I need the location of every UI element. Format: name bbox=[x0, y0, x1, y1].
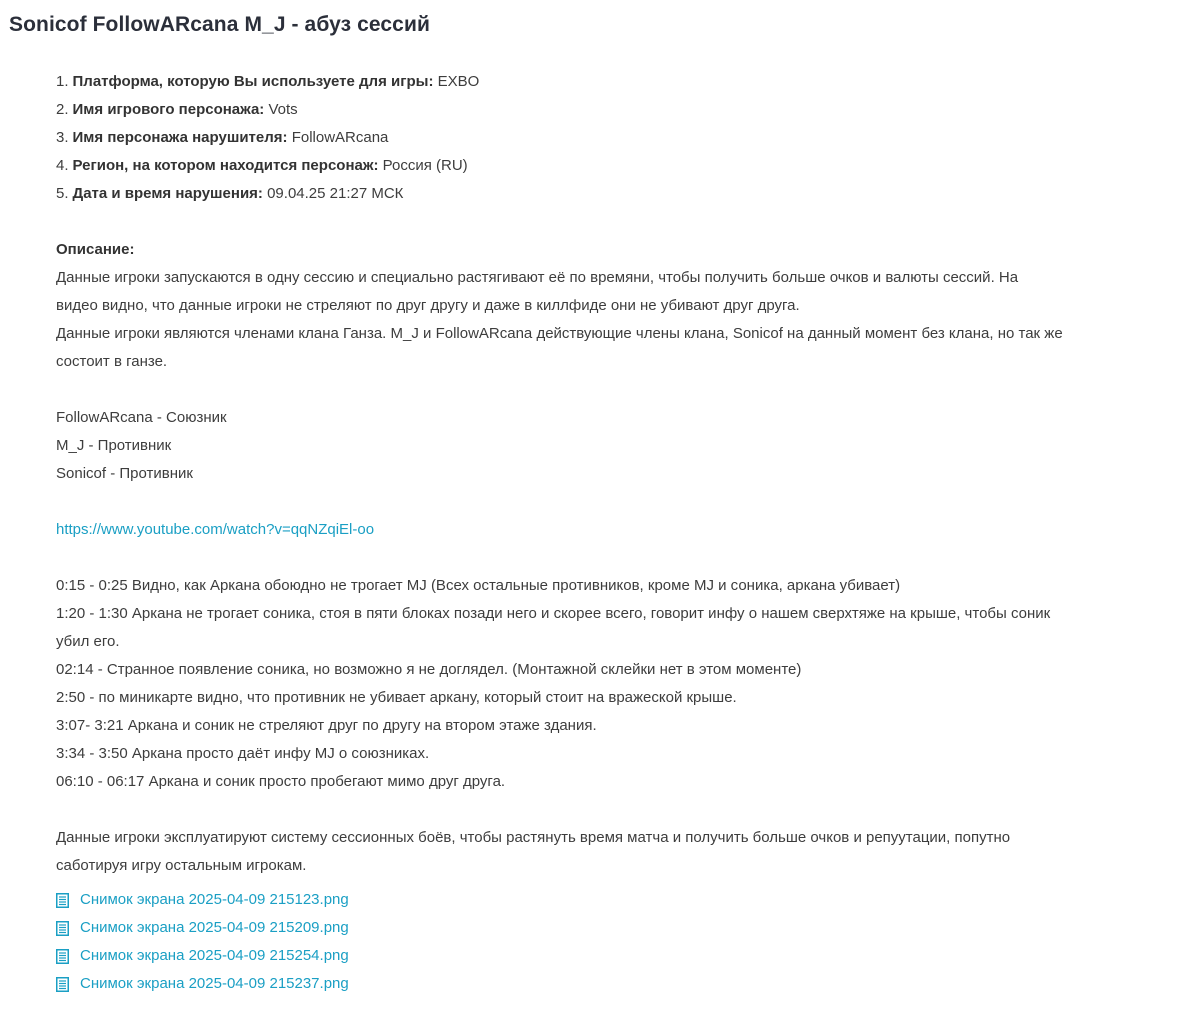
side-entry: FollowARcana - Союзник bbox=[56, 409, 227, 426]
field-number: 3. bbox=[56, 129, 69, 146]
spacer bbox=[56, 796, 1171, 824]
side-entry: M_J - Противник bbox=[56, 437, 172, 454]
timestamp-entry: 3:07- 3:21 Аркана и соник не стреляют друг по другу на втором этаже здания. bbox=[56, 717, 597, 734]
description-text: видео видно, что данные игроки не стреляют по друг другу и даже в киллфиде они не убивают друг друга. bbox=[56, 297, 800, 314]
timestamp-entry: 02:14 - Странное появление соника, но возможно я не доглядел. (Монтажной склейки нет в этом моменте) bbox=[56, 661, 802, 678]
side-entry: Sonicof - Противник bbox=[56, 465, 193, 482]
field-character-name bbox=[56, 96, 1171, 124]
spacer bbox=[56, 544, 1171, 572]
field-datetime bbox=[56, 180, 1171, 208]
field-violator-name bbox=[56, 124, 1171, 152]
conclusion-text: Данные игроки эксплуатируют систему сессионных боёв, чтобы растянуть время матча и получить больше очков и репуутации, попутно bbox=[56, 829, 1011, 846]
field-value: Россия (RU) bbox=[382, 157, 468, 174]
timestamp-entry: 06:10 - 06:17 Аркана и соник просто пробегают мимо друг друга. bbox=[56, 773, 506, 790]
attachment-item[interactable] bbox=[56, 942, 1171, 970]
video-link-row bbox=[56, 516, 1171, 544]
field-number: 2. bbox=[56, 101, 69, 118]
field-region bbox=[56, 152, 1171, 180]
field-value: EXBO bbox=[437, 73, 480, 90]
attachment-item[interactable] bbox=[56, 886, 1171, 914]
spacer bbox=[56, 488, 1171, 516]
field-label: Платформа, которую Вы используете для игры: bbox=[72, 73, 434, 90]
document-icon bbox=[56, 893, 69, 908]
video-link[interactable]: https://www.youtube.com/watch?v=qqNZqiEl-oo bbox=[56, 521, 375, 538]
attachment-link[interactable]: Снимок экрана 2025-04-09 215237.png bbox=[80, 975, 349, 992]
spacer bbox=[56, 376, 1171, 404]
field-number: 5. bbox=[56, 185, 69, 202]
field-label: Дата и время нарушения: bbox=[72, 185, 263, 202]
field-value: FollowARcana bbox=[291, 129, 389, 146]
description-text: состоит в ганзе. bbox=[56, 353, 168, 370]
field-platform bbox=[56, 68, 1171, 96]
attachments-list bbox=[56, 886, 1171, 998]
post-body bbox=[56, 68, 1171, 998]
timestamp-entry: убил его. bbox=[56, 633, 120, 650]
attachment-link[interactable]: Снимок экрана 2025-04-09 215209.png bbox=[80, 919, 349, 936]
document-icon bbox=[56, 921, 69, 936]
document-icon bbox=[56, 949, 69, 964]
field-value: 09.04.25 21:27 МСК bbox=[267, 185, 404, 202]
field-label: Имя игрового персонажа: bbox=[72, 101, 265, 118]
timestamp-entry: 0:15 - 0:25 Видно, как Аркана обоюдно не трогает MJ (Всех остальные противников, кроме MJ и соника, аркана убивает) bbox=[56, 577, 901, 594]
timestamp-entry: 1:20 - 1:30 Аркана не трогает соника, стоя в пяти блоках позади него и скорее всего, говорит инфу о нашем сверхтяже на крыше, чтобы соник bbox=[56, 605, 1051, 622]
post-title: Sonicof FollowARcana M_J - абуз сессий bbox=[9, 13, 430, 36]
spacer bbox=[56, 208, 1171, 236]
attachment-item[interactable] bbox=[56, 970, 1171, 998]
attachment-item[interactable] bbox=[56, 914, 1171, 942]
field-number: 4. bbox=[56, 157, 69, 174]
field-label: Регион, на котором находится персонаж: bbox=[72, 157, 379, 174]
attachment-link[interactable]: Снимок экрана 2025-04-09 215123.png bbox=[80, 891, 349, 908]
timestamp-entry: 3:34 - 3:50 Аркана просто даёт инфу MJ о союзниках. bbox=[56, 745, 430, 762]
description-heading: Описание: bbox=[56, 241, 135, 258]
document-icon bbox=[56, 977, 69, 992]
field-label: Имя персонажа нарушителя: bbox=[72, 129, 288, 146]
field-value: Vots bbox=[268, 101, 298, 118]
conclusion-text: саботируя игру остальным игрокам. bbox=[56, 857, 307, 874]
attachment-link[interactable]: Снимок экрана 2025-04-09 215254.png bbox=[80, 947, 349, 964]
field-number: 1. bbox=[56, 73, 69, 90]
description-text: Данные игроки являются членами клана Ганза. M_J и FollowARcana действующие члены клана, Sonicof на данный момент без клана, но так же bbox=[56, 325, 1063, 342]
description-text: Данные игроки запускаются в одну сессию и специально растягивают её по времяни, чтобы получить больше очков и валюты сессий. На bbox=[56, 269, 1019, 286]
timestamp-entry: 2:50 - по миникарте видно, что противник не убивает аркану, который стоит на вражеской крыше. bbox=[56, 689, 737, 706]
